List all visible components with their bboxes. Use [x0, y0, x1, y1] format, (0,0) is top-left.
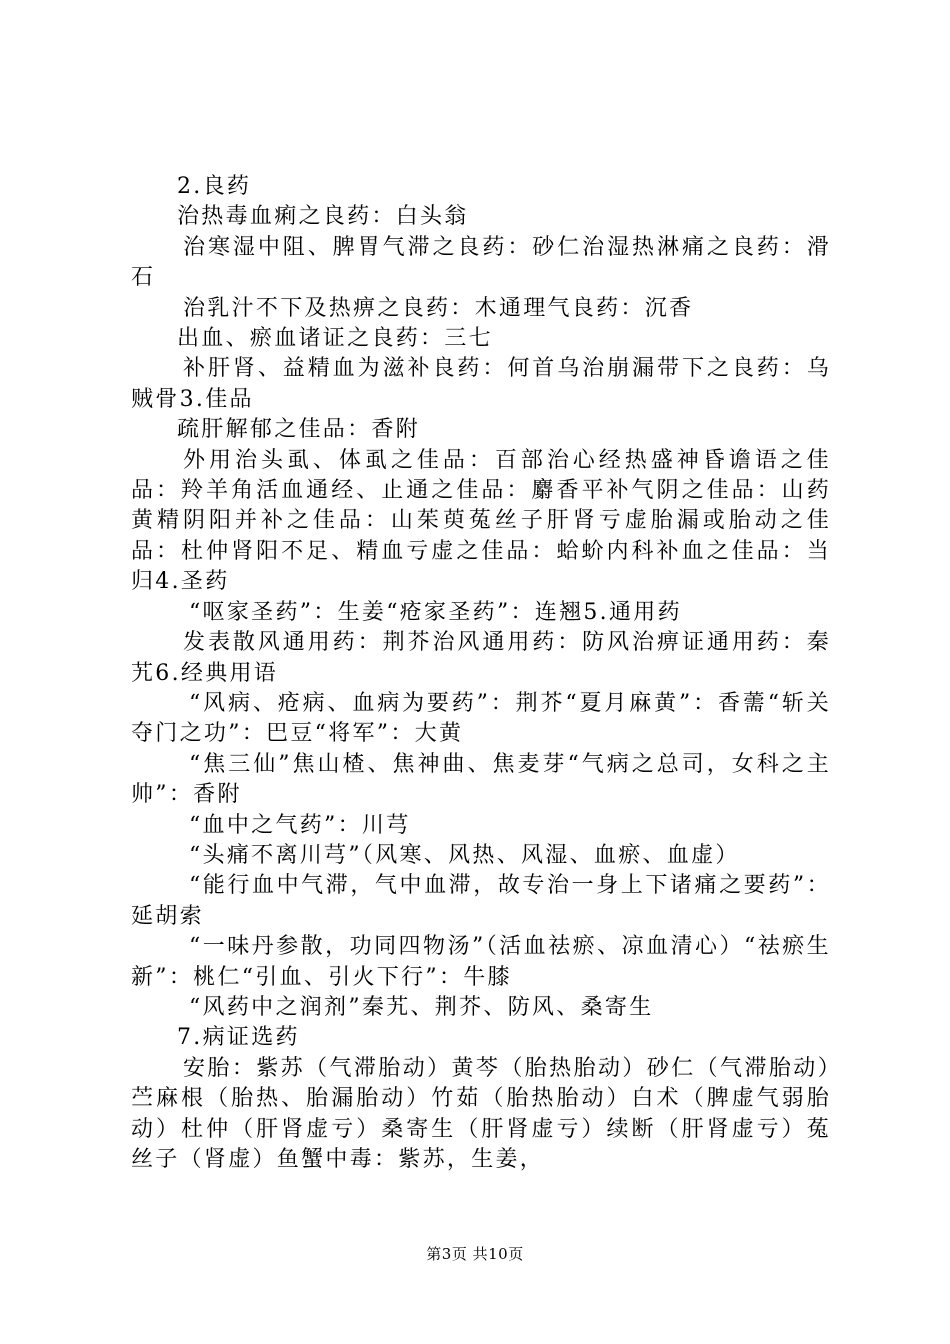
paragraph: “风病、疮病、血病为要药”：荆芥“夏月麻黄”：香薷“斩关夺门之功”：巴豆“将军”：大黄 [131, 690, 831, 747]
paragraph: 治乳汁不下及热痹之良药：木通理气良药：沉香 [183, 295, 694, 321]
paragraph: “风药中之润剂”秦艽、荆芥、防风、桑寄生 [189, 994, 654, 1020]
paragraph: 疏肝解郁之佳品：香附 [177, 417, 421, 443]
paragraph: 治热毒血痢之良药：白头翁 [177, 204, 469, 230]
paragraph: 补肝肾、益精血为滋补良药：何首乌治崩漏带下之良药：乌贼骨3.佳品 [131, 356, 831, 412]
paragraph: “焦三仙”焦山楂、焦神曲、焦麦芽“气病之总司，女科之主帅”：香附 [131, 751, 831, 808]
paragraph: “血中之气药”：川芎 [189, 812, 411, 838]
paragraph: 发表散风通用药：荆芥治风通用药：防风治痹证通用药：秦艽6.经典用语 [131, 630, 831, 686]
paragraph: 治寒湿中阻、脾胃气滞之良药：砂仁治湿热淋痛之良药：滑石 [131, 234, 831, 291]
paragraph: 出血、瘀血诸证之良药：三七 [177, 326, 493, 352]
paragraph: 2.良药 [177, 174, 252, 199]
paragraph: “能行血中气滞，气中血滞，故专治一身上下诸痛之要药”：延胡索 [131, 873, 831, 929]
document-body [131, 172, 831, 1175]
paragraph: 安胎：紫苏（气滞胎动）黄芩（胎热胎动）砂仁（气滞胎动）苎麻根（胎热、胎漏胎动）竹茹（胎热胎动）白术（脾虚气弱胎动）杜仲（肝肾虚亏）桑寄生（肝肾虚亏）续断（肝肾虚亏）菟丝子（肾虚）鱼蟹中毒：紫苏，生姜， [131, 1055, 831, 1172]
paragraph: 7.病证选药 [177, 1025, 300, 1051]
paragraph: “一味丹参散，功同四物汤”（活血祛瘀、凉血清心）“祛瘀生新”：桃仁“引血、引火下行”：牛膝 [131, 934, 831, 990]
page-footer: 第3页 共10页 [426, 1245, 524, 1263]
paragraph: 外用治头虱、体虱之佳品：百部治心经热盛神昏谵语之佳品：羚羊角活血通经、止通之佳品：麝香平补气阴之佳品：山药黄精阴阳并补之佳品：山茱萸菟丝子肝肾亏虚胎漏或胎动之佳品：杜仲肾阳不足、精血亏虚之佳品：蛤蚧内科补血之佳品：当归4.圣药 [131, 447, 831, 595]
paragraph: “头痛不离川芎”（风寒、风热、风湿、血瘀、血虚） [189, 842, 740, 868]
paragraph: “呕家圣药”：生姜“疮家圣药”：连翘5.通用药 [189, 599, 682, 625]
